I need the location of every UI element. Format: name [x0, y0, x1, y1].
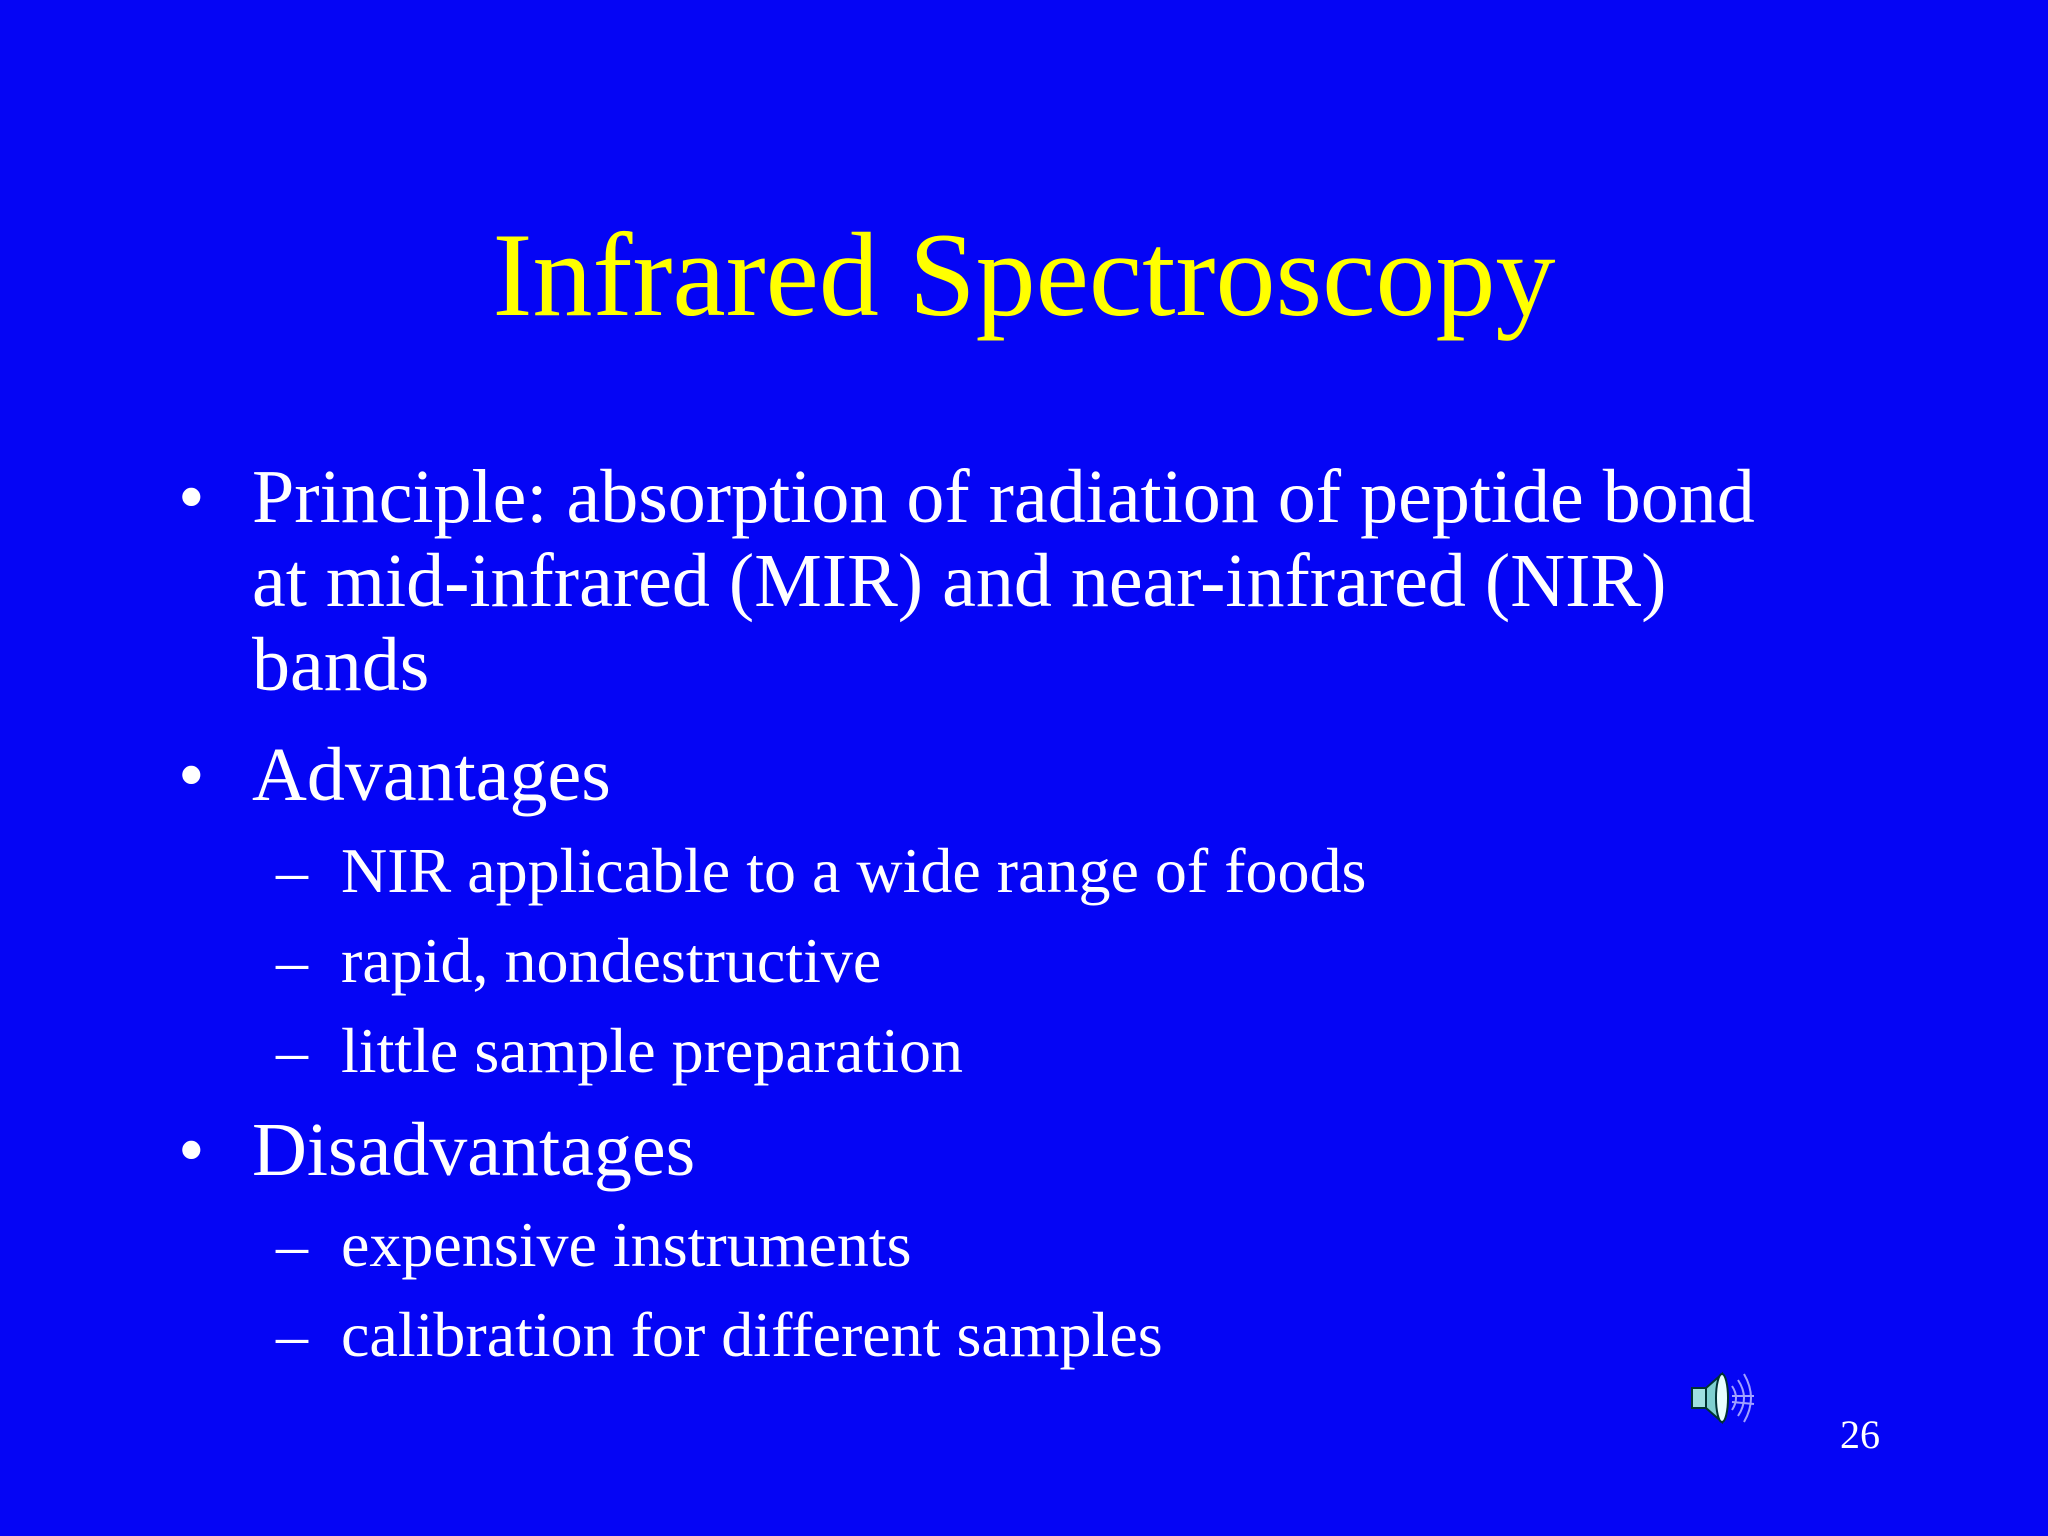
sub-item-text: expensive instruments — [341, 1209, 912, 1280]
bullet-principle-text — [252, 455, 1892, 707]
page-number: 26 — [1840, 1412, 1880, 1457]
sub-marker: – — [276, 1015, 308, 1086]
speaker-icon[interactable] — [1688, 1366, 1760, 1430]
bullet-line: bands — [252, 623, 430, 707]
sub-item-text: little sample preparation — [341, 1015, 963, 1086]
sub-marker: – — [276, 925, 308, 996]
sub-marker: – — [276, 1299, 308, 1370]
bullet-advantages-label: Advantages — [252, 733, 611, 817]
sub-marker: – — [276, 1209, 308, 1280]
sub-item-text: rapid, nondestructive — [341, 925, 882, 996]
sub-marker: – — [276, 835, 308, 906]
bullet-marker: • — [178, 733, 205, 817]
bullet-marker: • — [178, 1108, 205, 1192]
sub-item-text: calibration for different samples — [341, 1299, 1163, 1370]
bullet-disadvantages-label: Disadvantages — [252, 1108, 696, 1192]
bullet-line: at mid-infrared (MIR) and near-infrared (NIR) — [252, 539, 1667, 623]
sub-item-text: NIR applicable to a wide range of foods — [341, 835, 1367, 906]
slide-title: Infrared Spectroscopy — [492, 208, 1556, 341]
bullet-marker: • — [178, 455, 205, 539]
bullet-line: Principle: absorption of radiation of peptide bond — [252, 455, 1755, 539]
